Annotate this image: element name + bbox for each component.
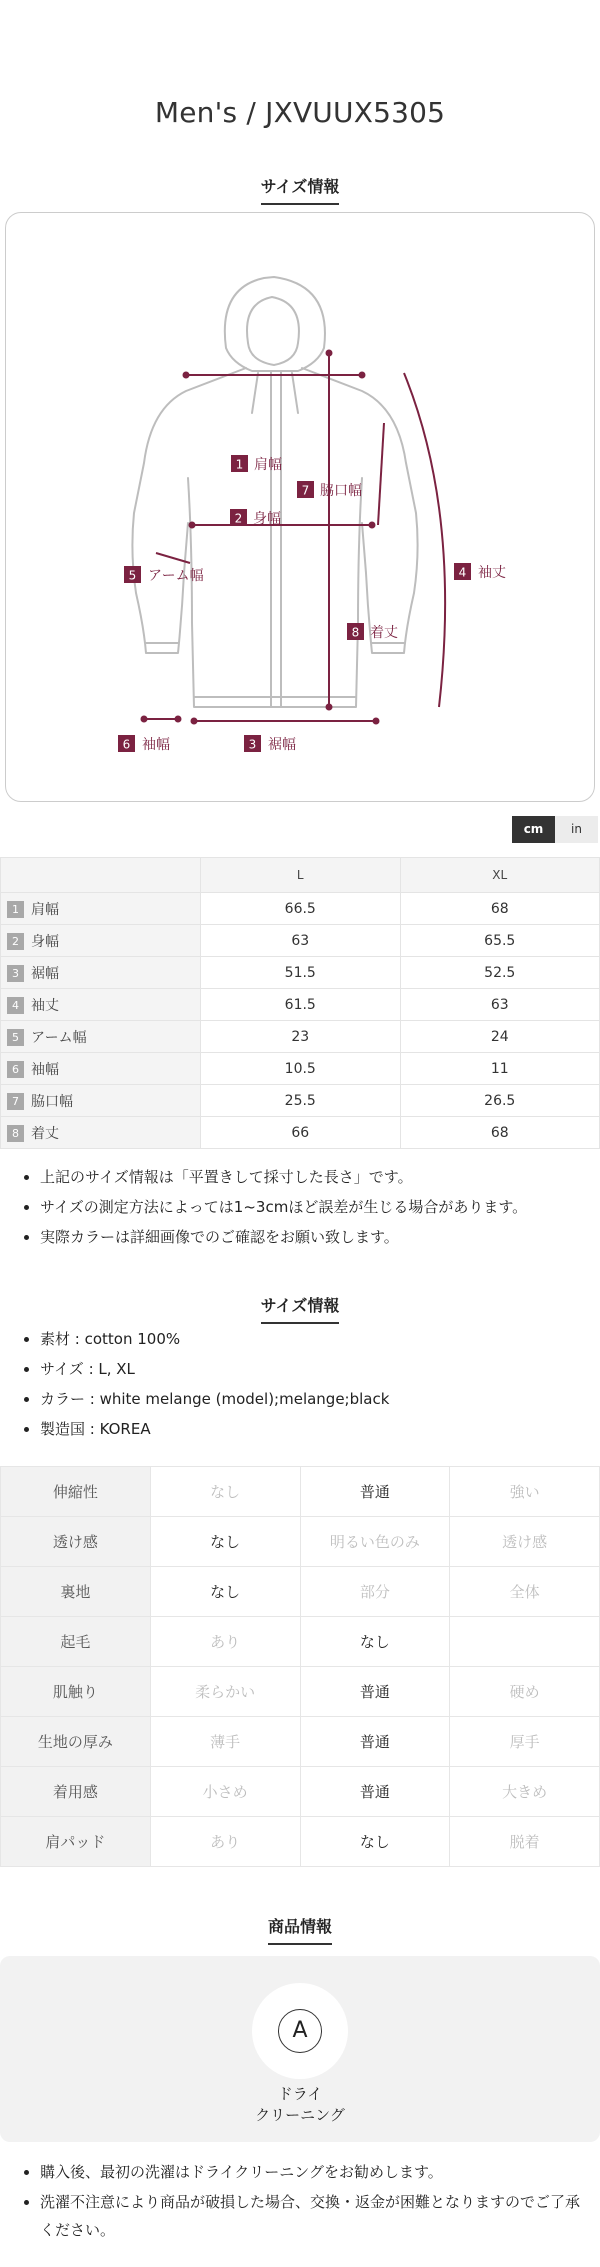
fabric-option: 薄手: [150, 1717, 300, 1767]
fabric-option: 柔らかい: [150, 1667, 300, 1717]
fabric-option: 強い: [450, 1467, 600, 1517]
label-text-6: 袖幅: [142, 737, 170, 753]
cell-l: 66: [201, 1117, 401, 1149]
cell-l: 66.5: [201, 893, 401, 925]
label-num-8: 8: [351, 625, 360, 640]
cell-xl: 68: [400, 893, 600, 925]
label-text-3: 裾幅: [268, 737, 296, 753]
dry-cleaning-letter: A: [278, 2009, 322, 2053]
fabric-option: 硬め: [450, 1667, 600, 1717]
row-badge: 8: [7, 1125, 24, 1142]
label-num-3: 3: [248, 737, 257, 752]
row-label: アーム幅: [31, 1029, 87, 1046]
cell-xl: 11: [400, 1053, 600, 1085]
label-num-7: 7: [301, 483, 310, 498]
page-title: Men's / JXVUUX5305: [154, 96, 446, 129]
fabric-row: [1, 1617, 600, 1667]
row-label: 身幅: [31, 933, 59, 950]
care-panel: [0, 1956, 600, 2142]
label-num-1: 1: [235, 457, 244, 472]
size-diagram: [5, 212, 595, 802]
fabric-option: 全体: [450, 1567, 600, 1617]
fabric-label: 透け感: [1, 1517, 151, 1567]
fabric-option: あり: [150, 1817, 300, 1867]
fabric-row: [1, 1667, 600, 1717]
product-spec-list: [40, 1324, 590, 1444]
fabric-row: [1, 1817, 600, 1867]
cell-l: 10.5: [201, 1053, 401, 1085]
fabric-option-selected: 普通: [300, 1717, 450, 1767]
table-row: [1, 957, 600, 989]
label-text-8: 着丈: [370, 625, 398, 641]
cell-l: 23: [201, 1021, 401, 1053]
table-row: [1, 989, 600, 1021]
label-text-4: 袖丈: [478, 565, 506, 581]
care-note: • 洗濯不注意により商品が破損した場合、交換・返金が困難となりますのでご了承ください。: [40, 2188, 580, 2244]
fabric-option: 部分: [300, 1567, 450, 1617]
fabric-label: 着用感: [1, 1767, 151, 1817]
row-label: 着丈: [31, 1125, 59, 1142]
table-row: [1, 1117, 600, 1149]
row-label: 袖幅: [31, 1061, 59, 1078]
care-note: • 購入後、最初の洗濯はドライクリーニングをお勧めします。: [40, 2158, 580, 2186]
cell-l: 61.5: [201, 989, 401, 1021]
row-label: 肩幅: [31, 901, 59, 918]
row-badge: 4: [7, 997, 24, 1014]
fabric-option-selected: なし: [300, 1817, 450, 1867]
hoodie-illustration: [6, 213, 596, 803]
cell-xl: 68: [400, 1117, 600, 1149]
fabric-row: [1, 1567, 600, 1617]
size-note: • 上記のサイズ情報は「平置きして採寸した長さ」です。: [40, 1162, 590, 1192]
fabric-option-selected: 普通: [300, 1767, 450, 1817]
label-text-1: 肩幅: [254, 457, 282, 473]
size-table-header-blank: [1, 858, 201, 893]
fabric-label: 肩パッド: [1, 1817, 151, 1867]
fabric-label: 伸縮性: [1, 1467, 151, 1517]
fabric-label: 肌触り: [1, 1667, 151, 1717]
row-label: 脇口幅: [31, 1093, 73, 1110]
care-label: ドライ クリーニング: [255, 2085, 345, 2124]
cell-xl: 65.5: [400, 925, 600, 957]
unit-toggle: [512, 816, 598, 843]
care-notes-list: [40, 2158, 580, 2246]
label-text-2: 身幅: [253, 511, 281, 527]
fabric-row: [1, 1517, 600, 1567]
fabric-option: 大きめ: [450, 1767, 600, 1817]
cell-xl: 52.5: [400, 957, 600, 989]
table-row: [1, 925, 600, 957]
label-num-5: 5: [128, 568, 137, 583]
fabric-option-selected: なし: [300, 1617, 450, 1667]
dry-cleaning-icon: [252, 1983, 348, 2079]
spec-material: • 素材 : cotton 100%: [40, 1324, 590, 1354]
row-badge: 7: [7, 1093, 24, 1110]
size-notes-list: [40, 1162, 590, 1252]
fabric-option: あり: [150, 1617, 300, 1667]
cell-l: 63: [201, 925, 401, 957]
label-num-2: 2: [234, 511, 243, 526]
table-row: [1, 893, 600, 925]
row-badge: 3: [7, 965, 24, 982]
label-text-5: アーム幅: [148, 568, 204, 584]
row-badge: 1: [7, 901, 24, 918]
fabric-option-selected: なし: [150, 1517, 300, 1567]
label-num-4: 4: [458, 565, 467, 580]
unit-in-button[interactable]: in: [555, 816, 598, 843]
fabric-option: 厚手: [450, 1717, 600, 1767]
fabric-option-selected: なし: [150, 1567, 300, 1617]
fabric-row: [1, 1717, 600, 1767]
fabric-option: 脱着: [450, 1817, 600, 1867]
size-info-heading: サイズ情報: [0, 174, 600, 205]
cell-l: 25.5: [201, 1085, 401, 1117]
product-spec-heading: サイズ情報: [0, 1293, 600, 1324]
table-row: [1, 1021, 600, 1053]
size-note: • 実際カラーは詳細画像でのご確認をお願い致します。: [40, 1222, 590, 1252]
cell-l: 51.5: [201, 957, 401, 989]
size-table-header-xl: XL: [400, 858, 600, 893]
size-table-header: [1, 858, 600, 893]
fabric-row: [1, 1767, 600, 1817]
fabric-option: 小さめ: [150, 1767, 300, 1817]
fabric-option: 明るい色のみ: [300, 1517, 450, 1567]
fabric-label: 生地の厚み: [1, 1717, 151, 1767]
spec-size: • サイズ : L, XL: [40, 1354, 590, 1384]
care-info-heading: 商品情報: [0, 1914, 600, 1945]
size-table-header-l: L: [201, 858, 401, 893]
row-badge: 6: [7, 1061, 24, 1078]
fabric-attributes-table: [0, 1466, 600, 1867]
cell-xl: 24: [400, 1021, 600, 1053]
fabric-option: なし: [150, 1467, 300, 1517]
fabric-label: 裏地: [1, 1567, 151, 1617]
cell-xl: 26.5: [400, 1085, 600, 1117]
fabric-option: 透け感: [450, 1517, 600, 1567]
size-table: [0, 857, 600, 1149]
fabric-option: [450, 1617, 600, 1667]
spec-color: • カラー : white melange (model);melange;black: [40, 1384, 590, 1414]
row-label: 袖丈: [31, 997, 59, 1014]
label-num-6: 6: [122, 737, 131, 752]
table-row: [1, 1085, 600, 1117]
size-note: • サイズの測定方法によっては1~3cmほど誤差が生じる場合があります。: [40, 1192, 590, 1222]
table-row: [1, 1053, 600, 1085]
unit-cm-button[interactable]: cm: [512, 816, 555, 843]
fabric-option-selected: 普通: [300, 1467, 450, 1517]
row-badge: 2: [7, 933, 24, 950]
spec-country: • 製造国 : KOREA: [40, 1414, 590, 1444]
fabric-option-selected: 普通: [300, 1667, 450, 1717]
fabric-label: 起毛: [1, 1617, 151, 1667]
fabric-row: [1, 1467, 600, 1517]
row-badge: 5: [7, 1029, 24, 1046]
cell-xl: 63: [400, 989, 600, 1021]
row-label: 裾幅: [31, 965, 59, 982]
label-text-7: 脇口幅: [320, 483, 362, 499]
